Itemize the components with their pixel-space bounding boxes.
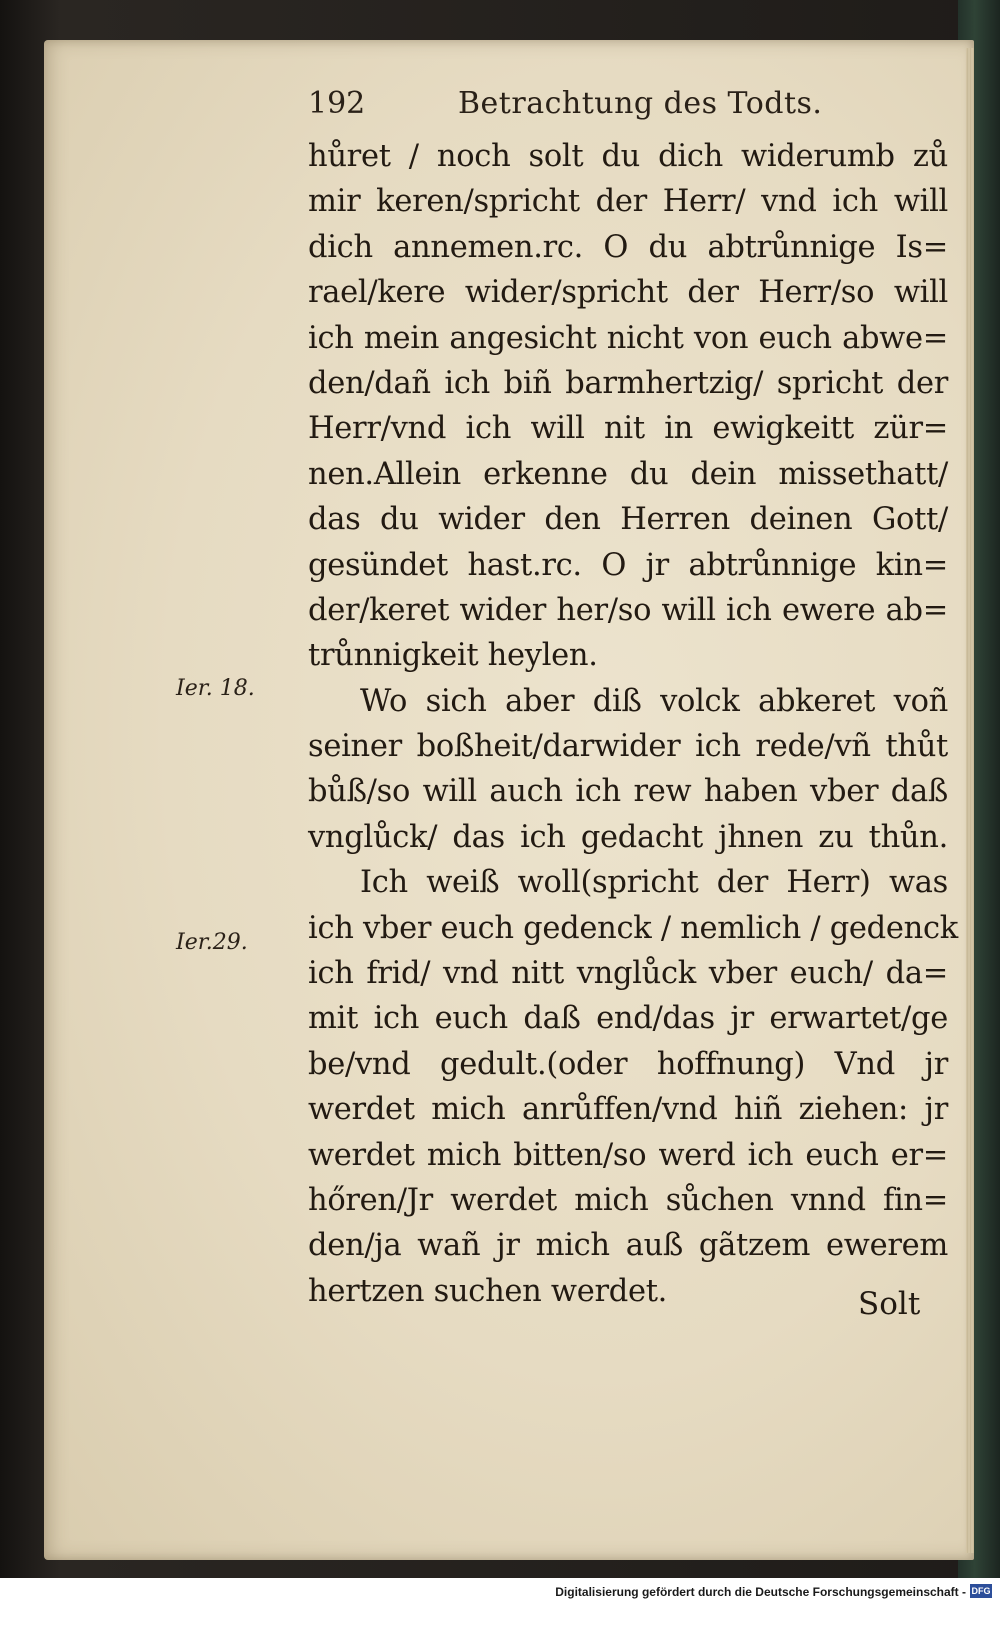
text-line: mir keren/spricht der Herr/ vnd ich will xyxy=(308,184,948,220)
text-line: werdet mich bitten/so werd ich euch er= xyxy=(308,1137,948,1173)
text-line: das du wider den Herren deinen Gott/ xyxy=(308,502,948,538)
text-line: der/keret wider her/so will ich ewere ab= xyxy=(308,592,948,628)
text-line: be/vnd gedult.(oder hoffnung) Vnd jr xyxy=(308,1046,948,1082)
text-line: gesündet hast.rc. O jr abtrůnnige kin= xyxy=(308,547,948,583)
text-line: vnglůck/ das ich gedacht jhnen zu thůn. xyxy=(308,819,948,855)
running-title: Betrachtung des Todts. xyxy=(458,86,823,121)
text-line: werdet mich anrůffen/vnd hiñ ziehen: jr xyxy=(308,1092,948,1128)
text-line: trůnnigkeit heylen. xyxy=(308,638,598,674)
body-text xyxy=(308,134,958,1314)
text-line: den/dañ ich biñ barmhertzig/ spricht der xyxy=(308,365,948,401)
text-line: bůß/so will auch ich rew haben vber daß xyxy=(308,774,948,810)
text-line: ich mein angesicht nicht von euch abwe= xyxy=(308,320,948,356)
text-line: ich vber euch gedenck / nemlich / gedenck xyxy=(308,910,958,946)
catchword: Solt xyxy=(858,1286,921,1322)
text-line: rael/kere wider/spricht der Herr/so will xyxy=(308,275,948,311)
dfg-logo-icon: DFG xyxy=(971,1586,991,1596)
text-line: hertzen suchen werdet. xyxy=(308,1273,668,1309)
page-fore-edge xyxy=(966,48,974,1553)
page-number: 192 xyxy=(308,86,366,121)
text-line: nen.Allein erkenne du dein missethatt/ xyxy=(308,456,948,492)
text-line: hůret / noch solt du dich widerumb zů xyxy=(308,139,948,174)
text-line: dich annemen.rc. O du abtrůnnige Is= xyxy=(308,229,948,265)
digitization-credit: Digitalisierung gefördert durch die Deutsche Forschungsgemeinschaft - xyxy=(555,1585,966,1599)
text-line: Wo sich aber diß volck abkeret voñ xyxy=(360,683,948,719)
marginal-note: Ier.29. xyxy=(176,930,248,955)
text-line: ich frid/ vnd nitt vnglůck vber euch/ da= xyxy=(308,956,948,992)
running-head xyxy=(308,82,948,128)
text-line: mit ich euch daß end/das jr erwartet/ge xyxy=(308,1001,948,1037)
text-line: seiner boßheit/darwider ich rede/vñ thůt xyxy=(308,729,948,765)
marginal-note: Ier. 18. xyxy=(176,676,255,701)
text-line: Ich weiß woll(spricht der Herr) was xyxy=(360,865,948,901)
text-line: hőren/Jr werdet mich sůchen vnnd fin= xyxy=(308,1182,948,1218)
text-line: Herr/vnd ich will nit in ewigkeitt zür= xyxy=(308,411,948,447)
text-line: den/ja wañ jr mich auß gãtzem ewerem xyxy=(308,1228,948,1264)
